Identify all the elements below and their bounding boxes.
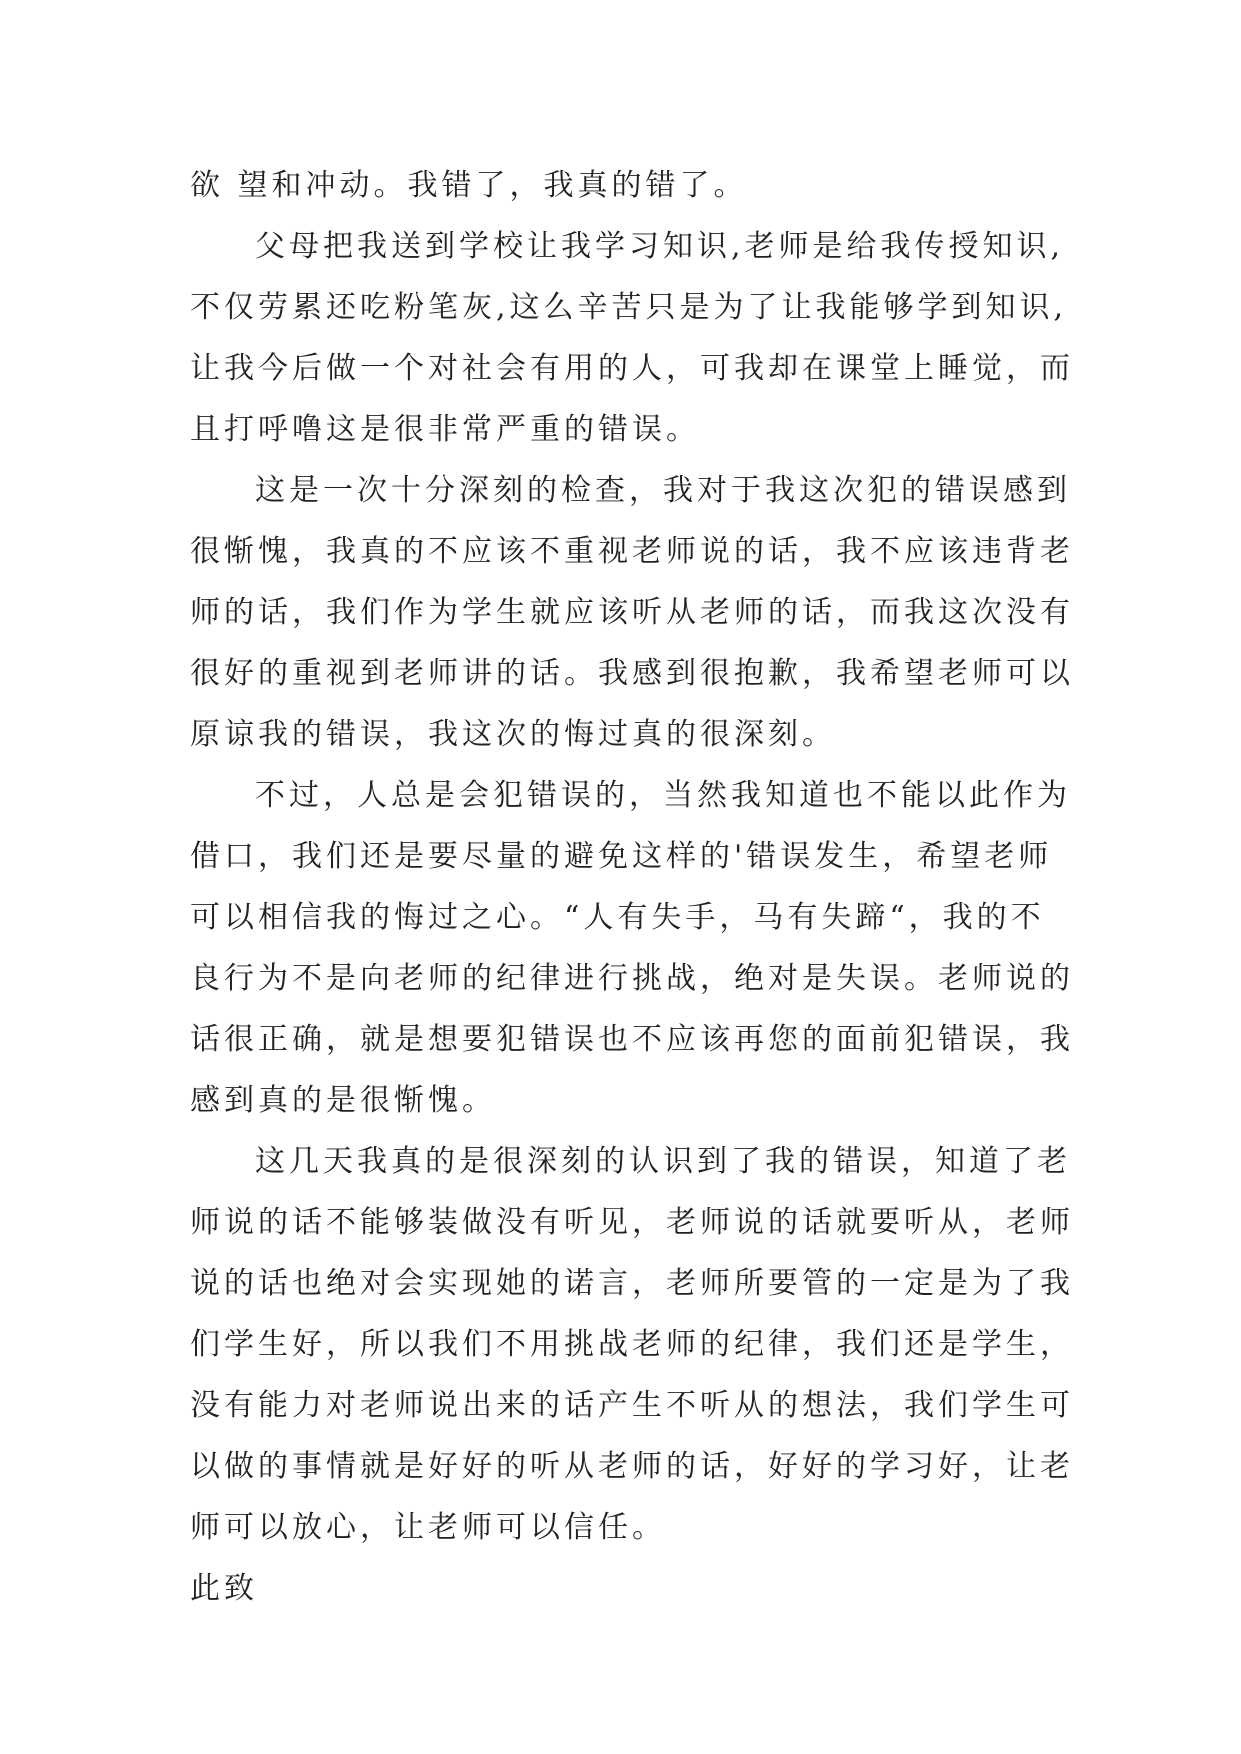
paragraph-first-line: 这几天我真的是很深刻的认识到了我的错误，知道了老 xyxy=(255,1144,1071,1179)
text-line: 很好的重视到老师讲的话。我感到很抱歉，我希望老师可以 xyxy=(190,656,1074,691)
text-line: 没有能力对老师说出来的话产生不听从的想法，我们学生可 xyxy=(190,1388,1074,1423)
text-line: 师说的话不能够装做没有听见，老师说的话就要听从，老师 xyxy=(190,1205,1074,1240)
text-line: 不仅劳累还吃粉笔灰,这么辛苦只是为了让我能够学到知识, xyxy=(190,290,1068,325)
closing-salutation: 此致 xyxy=(190,1571,258,1606)
text-line: 让我今后做一个对社会有用的人，可我却在课堂上睡觉，而 xyxy=(190,351,1074,386)
text-line: 借口，我们还是要尽量的避免这样的'错误发生，希望老师 xyxy=(190,839,1053,874)
text-line: 良行为不是向老师的纪律进行挑战，绝对是失误。老师说的 xyxy=(190,961,1074,996)
text-line: 师可以放心，让老师可以信任。 xyxy=(190,1510,666,1545)
text-line: 感到真的是很惭愧。 xyxy=(190,1083,496,1118)
text-line: 很惭愧，我真的不应该不重视老师说的话，我不应该违背老 xyxy=(190,534,1074,569)
paragraph-first-line: 不过，人总是会犯错误的，当然我知道也不能以此作为 xyxy=(255,778,1071,813)
paragraph-first-line: 这是一次十分深刻的检查，我对于我这次犯的错误感到 xyxy=(255,473,1071,508)
text-line: 话很正确，就是想要犯错误也不应该再您的面前犯错误，我 xyxy=(190,1022,1074,1057)
text-line: 说的话也绝对会实现她的诺言，老师所要管的一定是为了我 xyxy=(190,1266,1074,1301)
text-line: 们学生好，所以我们不用挑战老师的纪律，我们还是学生， xyxy=(190,1327,1074,1362)
text-line: 原谅我的错误，我这次的悔过真的很深刻。 xyxy=(190,717,836,752)
paragraph-first-line: 父母把我送到学校让我学习知识,老师是给我传授知识, xyxy=(255,229,1065,264)
text-line: 以做的事情就是好好的听从老师的话，好好的学习好，让老 xyxy=(190,1449,1074,1484)
text-line: 欲 望和冲动。我错了，我真的错了。 xyxy=(190,168,748,203)
text-line: 师的话，我们作为学生就应该听从老师的话，而我这次没有 xyxy=(190,595,1074,630)
text-line: 且打呼噜这是很非常严重的错误。 xyxy=(190,412,700,447)
text-line: 可以相信我的悔过之心。“人有失手，马有失蹄“，我的不 xyxy=(190,900,1045,935)
